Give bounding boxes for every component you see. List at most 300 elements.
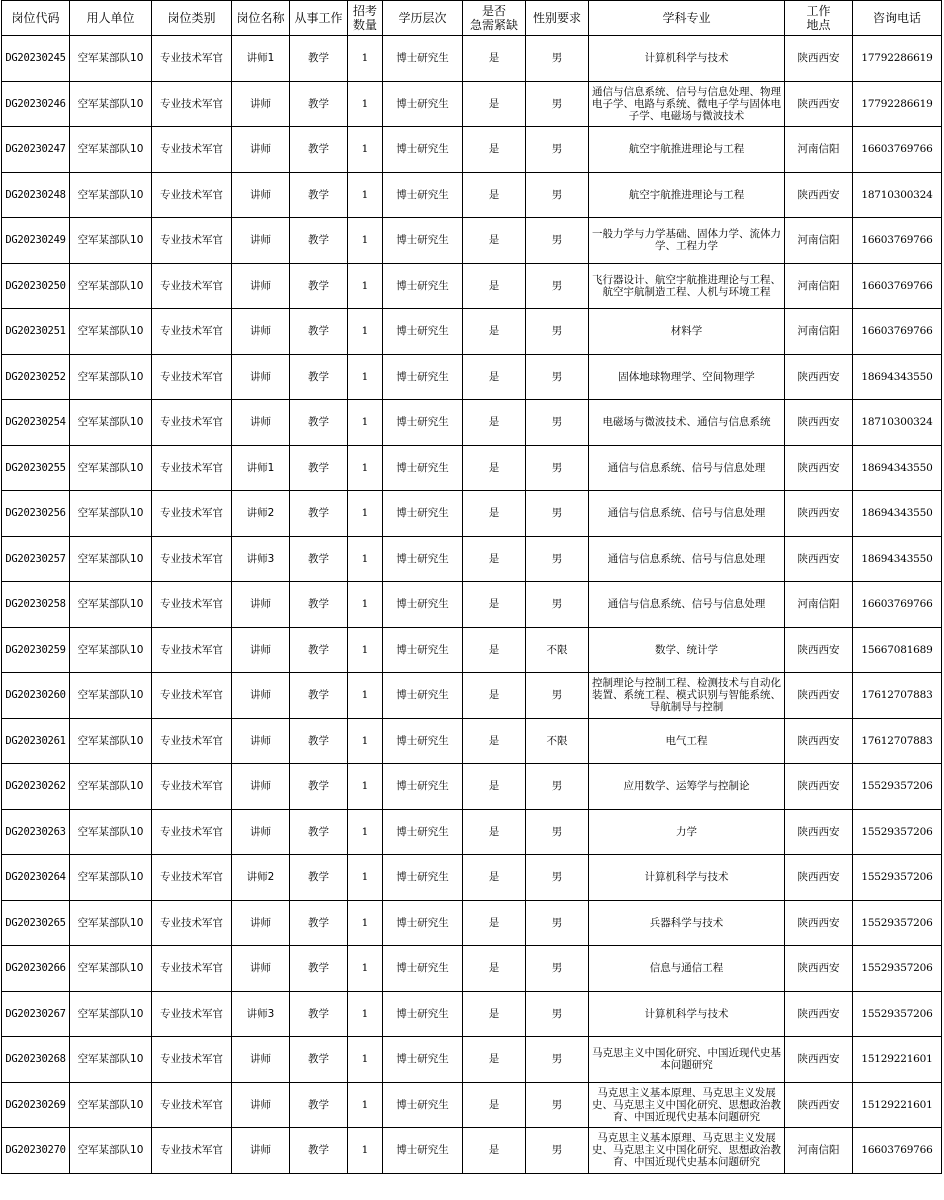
cell-work: 教学 [290, 764, 348, 810]
cell-name: 讲师 [232, 172, 290, 218]
cell-major: 通信与信息系统、信号与信息处理、物理电子学、电路与系统、微电子学与固体电子学、电磁场与微波技术 [589, 81, 785, 127]
cell-location: 陕西西安 [785, 354, 853, 400]
cell-work: 教学 [290, 400, 348, 446]
cell-gender: 男 [526, 946, 589, 992]
cell-education: 博士研究生 [383, 127, 463, 173]
cell-name: 讲师 [232, 81, 290, 127]
cell-gender: 男 [526, 354, 589, 400]
table-row [2, 991, 942, 1037]
cell-education: 博士研究生 [383, 809, 463, 855]
table-row [2, 36, 942, 82]
cell-code: DG20230261 [2, 718, 70, 764]
cell-work: 教学 [290, 172, 348, 218]
cell-work: 教学 [290, 1082, 348, 1128]
cell-urgent: 是 [463, 354, 526, 400]
cell-category: 专业技术军官 [152, 582, 232, 628]
header-unit: 用人单位 [70, 1, 152, 36]
table-row [2, 491, 942, 537]
cell-name: 讲师 [232, 354, 290, 400]
table-row [2, 673, 942, 719]
cell-gender: 男 [526, 582, 589, 628]
cell-category: 专业技术军官 [152, 309, 232, 355]
cell-name: 讲师 [232, 673, 290, 719]
cell-unit: 空军某部队10 [70, 1128, 152, 1174]
cell-location: 河南信阳 [785, 309, 853, 355]
cell-gender: 男 [526, 445, 589, 491]
cell-name: 讲师 [232, 900, 290, 946]
cell-location: 陕西西安 [785, 36, 853, 82]
cell-urgent: 是 [463, 582, 526, 628]
cell-code: DG20230256 [2, 491, 70, 537]
cell-code: DG20230263 [2, 809, 70, 855]
cell-education: 博士研究生 [383, 354, 463, 400]
cell-work: 教学 [290, 627, 348, 673]
cell-code: DG20230246 [2, 81, 70, 127]
table-row [2, 1037, 942, 1083]
cell-name: 讲师 [232, 582, 290, 628]
cell-unit: 空军某部队10 [70, 673, 152, 719]
cell-category: 专业技术军官 [152, 1128, 232, 1174]
cell-location: 陕西西安 [785, 536, 853, 582]
cell-work: 教学 [290, 809, 348, 855]
cell-urgent: 是 [463, 764, 526, 810]
cell-phone: 15529357206 [853, 991, 942, 1037]
cell-phone: 17792286619 [853, 81, 942, 127]
cell-location: 陕西西安 [785, 673, 853, 719]
cell-category: 专业技术军官 [152, 809, 232, 855]
cell-code: DG20230252 [2, 354, 70, 400]
cell-gender: 男 [526, 536, 589, 582]
cell-education: 博士研究生 [383, 900, 463, 946]
cell-unit: 空军某部队10 [70, 991, 152, 1037]
table-row [2, 309, 942, 355]
cell-category: 专业技术军官 [152, 764, 232, 810]
cell-gender: 男 [526, 673, 589, 719]
cell-count: 1 [348, 445, 383, 491]
cell-name: 讲师 [232, 1128, 290, 1174]
cell-location: 陕西西安 [785, 1082, 853, 1128]
cell-unit: 空军某部队10 [70, 764, 152, 810]
cell-work: 教学 [290, 354, 348, 400]
cell-count: 1 [348, 309, 383, 355]
cell-count: 1 [348, 491, 383, 537]
cell-urgent: 是 [463, 263, 526, 309]
table-header [2, 1, 942, 36]
table-row [2, 400, 942, 446]
cell-major: 计算机科学与技术 [589, 855, 785, 901]
cell-unit: 空军某部队10 [70, 582, 152, 628]
cell-gender: 男 [526, 81, 589, 127]
cell-phone: 18710300324 [853, 400, 942, 446]
cell-unit: 空军某部队10 [70, 127, 152, 173]
cell-education: 博士研究生 [383, 991, 463, 1037]
header-urgent-line1: 是否 [481, 4, 506, 18]
cell-work: 教学 [290, 218, 348, 264]
cell-code: DG20230255 [2, 445, 70, 491]
cell-phone: 16603769766 [853, 1128, 942, 1174]
cell-work: 教学 [290, 1037, 348, 1083]
cell-code: DG20230249 [2, 218, 70, 264]
cell-location: 陕西西安 [785, 946, 853, 992]
cell-education: 博士研究生 [383, 946, 463, 992]
cell-category: 专业技术军官 [152, 627, 232, 673]
header-urgent-line2: 急需紧缺 [469, 18, 518, 32]
cell-phone: 18694343550 [853, 445, 942, 491]
cell-count: 1 [348, 855, 383, 901]
cell-name: 讲师 [232, 1082, 290, 1128]
cell-education: 博士研究生 [383, 1082, 463, 1128]
cell-phone: 15529357206 [853, 809, 942, 855]
cell-code: DG20230264 [2, 855, 70, 901]
cell-gender: 男 [526, 400, 589, 446]
cell-name: 讲师 [232, 627, 290, 673]
cell-gender: 男 [526, 491, 589, 537]
cell-major: 计算机科学与技术 [589, 36, 785, 82]
header-location-line2: 地点 [806, 18, 831, 32]
cell-code: DG20230270 [2, 1128, 70, 1174]
cell-major: 控制理论与控制工程、检测技术与自动化装置、系统工程、模式识别与智能系统、导航制导与控制 [589, 673, 785, 719]
cell-phone: 17612707883 [853, 718, 942, 764]
header-row [2, 1, 942, 36]
cell-gender: 男 [526, 172, 589, 218]
cell-unit: 空军某部队10 [70, 1082, 152, 1128]
cell-count: 1 [348, 263, 383, 309]
cell-urgent: 是 [463, 1082, 526, 1128]
cell-unit: 空军某部队10 [70, 400, 152, 446]
cell-major: 固体地球物理学、空间物理学 [589, 354, 785, 400]
cell-major: 一般力学与力学基础、固体力学、流体力学、工程力学 [589, 218, 785, 264]
cell-education: 博士研究生 [383, 1037, 463, 1083]
cell-gender: 男 [526, 36, 589, 82]
cell-urgent: 是 [463, 627, 526, 673]
cell-category: 专业技术军官 [152, 946, 232, 992]
cell-code: DG20230267 [2, 991, 70, 1037]
cell-code: DG20230247 [2, 127, 70, 173]
cell-location: 陕西西安 [785, 809, 853, 855]
cell-count: 1 [348, 81, 383, 127]
table-row [2, 582, 942, 628]
cell-count: 1 [348, 1037, 383, 1083]
header-major: 学科专业 [589, 1, 785, 36]
cell-work: 教学 [290, 855, 348, 901]
cell-location: 河南信阳 [785, 1128, 853, 1174]
header-code: 岗位代码 [2, 1, 70, 36]
cell-count: 1 [348, 946, 383, 992]
cell-location: 陕西西安 [785, 172, 853, 218]
cell-major: 材料学 [589, 309, 785, 355]
cell-urgent: 是 [463, 127, 526, 173]
cell-urgent: 是 [463, 81, 526, 127]
cell-unit: 空军某部队10 [70, 536, 152, 582]
cell-gender: 男 [526, 1082, 589, 1128]
table-row [2, 627, 942, 673]
table-row [2, 81, 942, 127]
cell-name: 讲师 [232, 718, 290, 764]
table-row [2, 1128, 942, 1174]
cell-urgent: 是 [463, 673, 526, 719]
cell-location: 陕西西安 [785, 1037, 853, 1083]
cell-count: 1 [348, 627, 383, 673]
cell-location: 陕西西安 [785, 81, 853, 127]
cell-category: 专业技术军官 [152, 536, 232, 582]
cell-code: DG20230268 [2, 1037, 70, 1083]
cell-major: 电磁场与微波技术、通信与信息系统 [589, 400, 785, 446]
cell-location: 陕西西安 [785, 764, 853, 810]
cell-work: 教学 [290, 946, 348, 992]
cell-name: 讲师 [232, 1037, 290, 1083]
cell-work: 教学 [290, 81, 348, 127]
cell-gender: 男 [526, 855, 589, 901]
table-row [2, 718, 942, 764]
cell-urgent: 是 [463, 172, 526, 218]
table-row [2, 855, 942, 901]
cell-category: 专业技术军官 [152, 36, 232, 82]
cell-location: 陕西西安 [785, 855, 853, 901]
cell-urgent: 是 [463, 536, 526, 582]
cell-count: 1 [348, 1082, 383, 1128]
cell-location: 陕西西安 [785, 991, 853, 1037]
cell-category: 专业技术军官 [152, 900, 232, 946]
cell-major: 力学 [589, 809, 785, 855]
cell-count: 1 [348, 764, 383, 810]
cell-work: 教学 [290, 900, 348, 946]
cell-count: 1 [348, 582, 383, 628]
cell-category: 专业技术军官 [152, 354, 232, 400]
cell-education: 博士研究生 [383, 172, 463, 218]
cell-major: 通信与信息系统、信号与信息处理 [589, 536, 785, 582]
cell-education: 博士研究生 [383, 718, 463, 764]
cell-major: 通信与信息系统、信号与信息处理 [589, 491, 785, 537]
cell-count: 1 [348, 354, 383, 400]
cell-count: 1 [348, 809, 383, 855]
cell-urgent: 是 [463, 400, 526, 446]
cell-location: 河南信阳 [785, 582, 853, 628]
cell-name: 讲师 [232, 263, 290, 309]
cell-code: DG20230259 [2, 627, 70, 673]
header-urgent [463, 1, 526, 36]
cell-urgent: 是 [463, 991, 526, 1037]
cell-category: 专业技术军官 [152, 127, 232, 173]
cell-urgent: 是 [463, 218, 526, 264]
table-row [2, 946, 942, 992]
cell-phone: 18710300324 [853, 172, 942, 218]
cell-education: 博士研究生 [383, 582, 463, 628]
cell-education: 博士研究生 [383, 1128, 463, 1174]
header-phone: 咨询电话 [853, 1, 942, 36]
table-row [2, 127, 942, 173]
cell-education: 博士研究生 [383, 263, 463, 309]
cell-work: 教学 [290, 991, 348, 1037]
cell-education: 博士研究生 [383, 218, 463, 264]
cell-location: 陕西西安 [785, 627, 853, 673]
cell-gender: 男 [526, 218, 589, 264]
cell-unit: 空军某部队10 [70, 309, 152, 355]
cell-major: 飞行器设计、航空宇航推进理论与工程、航空宇航制造工程、人机与环境工程 [589, 263, 785, 309]
header-count-line2: 数量 [352, 18, 377, 32]
cell-name: 讲师3 [232, 536, 290, 582]
cell-count: 1 [348, 172, 383, 218]
cell-location: 陕西西安 [785, 400, 853, 446]
cell-unit: 空军某部队10 [70, 218, 152, 264]
cell-name: 讲师1 [232, 36, 290, 82]
cell-count: 1 [348, 36, 383, 82]
cell-phone: 15129221601 [853, 1037, 942, 1083]
cell-phone: 15667081689 [853, 627, 942, 673]
table-body [2, 36, 942, 1174]
cell-urgent: 是 [463, 491, 526, 537]
cell-unit: 空军某部队10 [70, 36, 152, 82]
table-row [2, 764, 942, 810]
table-row [2, 1082, 942, 1128]
cell-location: 陕西西安 [785, 491, 853, 537]
cell-category: 专业技术军官 [152, 172, 232, 218]
cell-code: DG20230260 [2, 673, 70, 719]
cell-code: DG20230251 [2, 309, 70, 355]
cell-unit: 空军某部队10 [70, 718, 152, 764]
cell-code: DG20230245 [2, 36, 70, 82]
header-location-line1: 工作 [806, 4, 831, 18]
cell-code: DG20230265 [2, 900, 70, 946]
cell-urgent: 是 [463, 809, 526, 855]
cell-name: 讲师 [232, 764, 290, 810]
cell-count: 1 [348, 718, 383, 764]
cell-unit: 空军某部队10 [70, 354, 152, 400]
cell-urgent: 是 [463, 718, 526, 764]
header-name: 岗位名称 [232, 1, 290, 36]
cell-education: 博士研究生 [383, 673, 463, 719]
cell-location: 陕西西安 [785, 445, 853, 491]
cell-code: DG20230248 [2, 172, 70, 218]
cell-education: 博士研究生 [383, 400, 463, 446]
cell-name: 讲师 [232, 127, 290, 173]
header-work: 从事工作 [290, 1, 348, 36]
cell-category: 专业技术军官 [152, 218, 232, 264]
cell-gender: 不限 [526, 718, 589, 764]
cell-education: 博士研究生 [383, 309, 463, 355]
table-row [2, 900, 942, 946]
cell-work: 教学 [290, 536, 348, 582]
cell-urgent: 是 [463, 855, 526, 901]
cell-phone: 15529357206 [853, 764, 942, 810]
cell-unit: 空军某部队10 [70, 445, 152, 491]
cell-urgent: 是 [463, 946, 526, 992]
cell-location: 河南信阳 [785, 218, 853, 264]
cell-major: 马克思主义中国化研究、中国近现代史基本问题研究 [589, 1037, 785, 1083]
cell-education: 博士研究生 [383, 764, 463, 810]
cell-location: 陕西西安 [785, 718, 853, 764]
cell-code: DG20230258 [2, 582, 70, 628]
header-category: 岗位类别 [152, 1, 232, 36]
cell-work: 教学 [290, 309, 348, 355]
cell-urgent: 是 [463, 36, 526, 82]
cell-name: 讲师2 [232, 491, 290, 537]
cell-category: 专业技术军官 [152, 991, 232, 1037]
cell-major: 信息与通信工程 [589, 946, 785, 992]
cell-phone: 16603769766 [853, 309, 942, 355]
cell-urgent: 是 [463, 1128, 526, 1174]
cell-code: DG20230257 [2, 536, 70, 582]
cell-education: 博士研究生 [383, 627, 463, 673]
cell-phone: 16603769766 [853, 127, 942, 173]
table-row [2, 172, 942, 218]
cell-major: 航空宇航推进理论与工程 [589, 127, 785, 173]
cell-major: 马克思主义基本原理、马克思主义发展史、马克思主义中国化研究、思想政治教育、中国近现代史基本问题研究 [589, 1128, 785, 1174]
cell-urgent: 是 [463, 1037, 526, 1083]
table-row [2, 445, 942, 491]
cell-code: DG20230269 [2, 1082, 70, 1128]
cell-category: 专业技术军官 [152, 263, 232, 309]
cell-urgent: 是 [463, 309, 526, 355]
cell-phone: 15529357206 [853, 900, 942, 946]
cell-gender: 男 [526, 900, 589, 946]
cell-urgent: 是 [463, 445, 526, 491]
cell-count: 1 [348, 536, 383, 582]
cell-work: 教学 [290, 263, 348, 309]
cell-code: DG20230262 [2, 764, 70, 810]
cell-major: 应用数学、运筹学与控制论 [589, 764, 785, 810]
cell-unit: 空军某部队10 [70, 900, 152, 946]
cell-unit: 空军某部队10 [70, 172, 152, 218]
cell-major: 兵器科学与技术 [589, 900, 785, 946]
cell-gender: 男 [526, 991, 589, 1037]
cell-unit: 空军某部队10 [70, 1037, 152, 1083]
cell-work: 教学 [290, 1128, 348, 1174]
header-count [348, 1, 383, 36]
cell-name: 讲师1 [232, 445, 290, 491]
header-education: 学历层次 [383, 1, 463, 36]
cell-work: 教学 [290, 718, 348, 764]
cell-phone: 18694343550 [853, 536, 942, 582]
cell-gender: 男 [526, 263, 589, 309]
cell-count: 1 [348, 218, 383, 264]
cell-major: 通信与信息系统、信号与信息处理 [589, 445, 785, 491]
cell-unit: 空军某部队10 [70, 81, 152, 127]
header-gender: 性别要求 [526, 1, 589, 36]
cell-phone: 16603769766 [853, 582, 942, 628]
cell-unit: 空军某部队10 [70, 946, 152, 992]
cell-gender: 男 [526, 309, 589, 355]
cell-code: DG20230266 [2, 946, 70, 992]
cell-major: 航空宇航推进理论与工程 [589, 172, 785, 218]
cell-count: 1 [348, 900, 383, 946]
cell-location: 河南信阳 [785, 263, 853, 309]
cell-gender: 男 [526, 809, 589, 855]
cell-phone: 16603769766 [853, 263, 942, 309]
cell-phone: 17792286619 [853, 36, 942, 82]
table-row [2, 809, 942, 855]
cell-category: 专业技术军官 [152, 673, 232, 719]
cell-phone: 15129221601 [853, 1082, 942, 1128]
cell-category: 专业技术军官 [152, 445, 232, 491]
cell-phone: 17612707883 [853, 673, 942, 719]
cell-location: 河南信阳 [785, 127, 853, 173]
cell-education: 博士研究生 [383, 855, 463, 901]
cell-category: 专业技术军官 [152, 855, 232, 901]
cell-major: 计算机科学与技术 [589, 991, 785, 1037]
cell-phone: 18694343550 [853, 354, 942, 400]
cell-unit: 空军某部队10 [70, 491, 152, 537]
cell-unit: 空军某部队10 [70, 627, 152, 673]
cell-gender: 男 [526, 1128, 589, 1174]
cell-gender: 男 [526, 127, 589, 173]
cell-category: 专业技术军官 [152, 491, 232, 537]
cell-work: 教学 [290, 36, 348, 82]
cell-count: 1 [348, 673, 383, 719]
cell-category: 专业技术军官 [152, 81, 232, 127]
table-row [2, 263, 942, 309]
cell-work: 教学 [290, 673, 348, 719]
cell-phone: 18694343550 [853, 491, 942, 537]
